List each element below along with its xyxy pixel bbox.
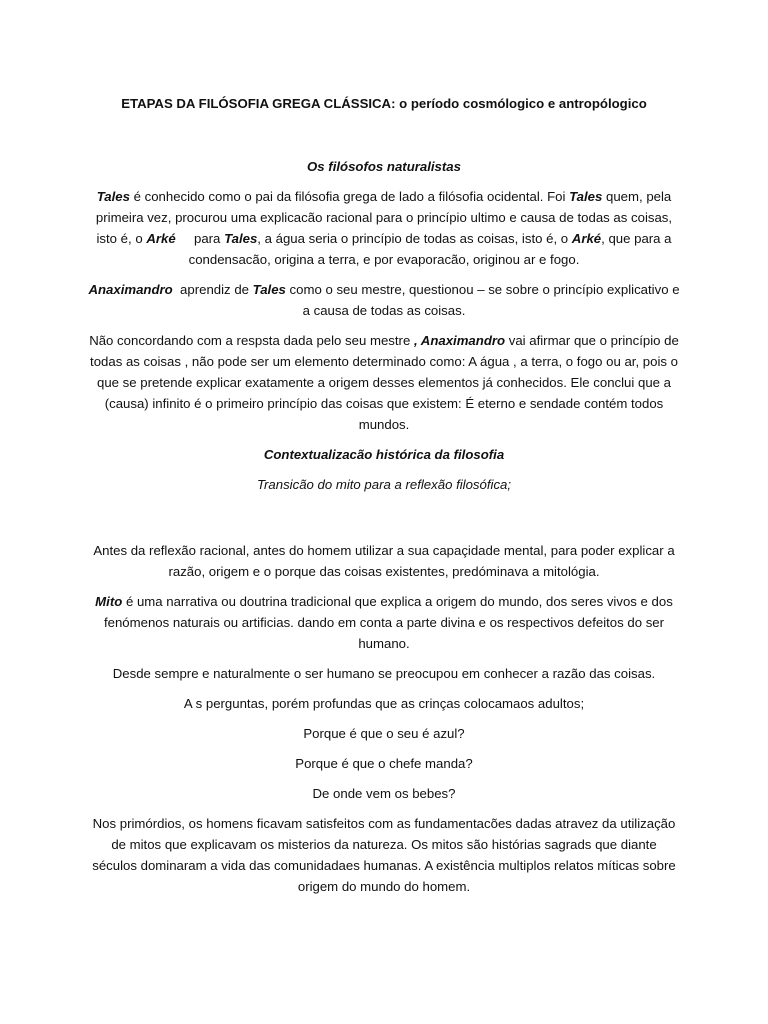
- paragraph-anaximandro: [88, 279, 680, 321]
- text-fragment: vai afirmar que o princípio de todas as coisas , não pode ser um elemento determinado como: A água , a terra, o fogo ou ar, pois o que se pretende explicar exatamente a origem desses elementos já conhecidos. Ele conclui que a (causa) infinito é o primeiro princípio das coisas que existem: É eterno e sendade contém todos mundos.: [90, 333, 679, 432]
- paragraph-nao-concordando: [88, 330, 680, 435]
- text-fragment: Não concordando com a respsta dada pelo seu mestre: [89, 333, 414, 348]
- paragraph-primordios: Nos primórdios, os homens ficavam satisfeitos com as fundamentacões dadas atravez da utilização de mitos que explicavam os misterios da natureza. Os mitos são histórias sagrads que diante séculos dominaram a vida das comunidadaes humanas. A existência multiplos relatos míticas sobre origem do mundo do homem.: [92, 816, 676, 894]
- term-anaximandro: , Anaximandro: [413, 333, 506, 348]
- text-fragment: , a água seria o princípio de todas as coisas, isto é, o: [257, 231, 572, 246]
- term-mito: Mito: [95, 594, 123, 609]
- document-title: ETAPAS DA FILÓSOFIA GREGA CLÁSSICA: o período cosmólogico e antropólogico: [121, 96, 647, 111]
- term-arke: Arké: [571, 231, 602, 246]
- paragraph-desde-sempre: Desde sempre e naturalmente o ser humano se preocupou em conhecer a razão das coisas.: [112, 666, 656, 681]
- paragraph-antes-reflexao: Antes da reflexão racional, antes do homem utilizar a sua capaçidade mental, para poder explicar a razão, origem e o porque das coisas existentes, predóminava a mitológia.: [93, 543, 675, 579]
- term-anaximandro: Anaximandro: [88, 282, 173, 297]
- text-fragment: para: [175, 231, 225, 246]
- paragraph-perguntas: A s perguntas, porém profundas que as crinças colocamaos adultos;: [183, 696, 585, 711]
- text-fragment: é conhecido como o pai da filósofia grega de lado a filósofia ocidental. Foi: [129, 189, 570, 204]
- text-fragment: aprendiz de: [172, 282, 253, 297]
- term-tales: Tales: [252, 282, 286, 297]
- term-tales: Tales: [96, 189, 130, 204]
- text-fragment: como o seu mestre, questionou – se sobre o princípio explicativo e a causa de todas as coisas.: [285, 282, 680, 318]
- text-fragment: quem, pela primeira vez, procurou uma explicacão racional para o princípio ultimo e causa de todas as coisas, isto é, o: [95, 189, 673, 246]
- section-subheading-transicao: Transicão do mito para a reflexão filosófica;: [256, 477, 512, 492]
- term-arke: Arké: [146, 231, 176, 246]
- term-tales: Tales: [224, 231, 258, 246]
- term-tales: Tales: [569, 189, 603, 204]
- question-chefe: Porque é que o chefe manda?: [295, 756, 473, 771]
- paragraph-tales: [88, 186, 680, 270]
- section-heading-naturalistas: Os filósofos naturalistas: [307, 159, 461, 174]
- paragraph-mito: [88, 591, 680, 654]
- question-ceu: Porque é que o seu é azul?: [303, 726, 465, 741]
- question-bebes: De onde vem os bebes?: [312, 786, 456, 801]
- section-heading-contextualizacao: Contextualizacão histórica da filosofia: [263, 447, 505, 462]
- text-fragment: é uma narrativa ou doutrina tradicional que explica a origem do mundo, dos seres vivos e dos fenómenos naturais ou artificias. dando em conta a parte divina e os respectivos defeitos do ser humano.: [103, 594, 673, 651]
- text-fragment: , que para a condensacão, origina a terra, e por evaporacão, originou ar e fogo.: [188, 231, 672, 267]
